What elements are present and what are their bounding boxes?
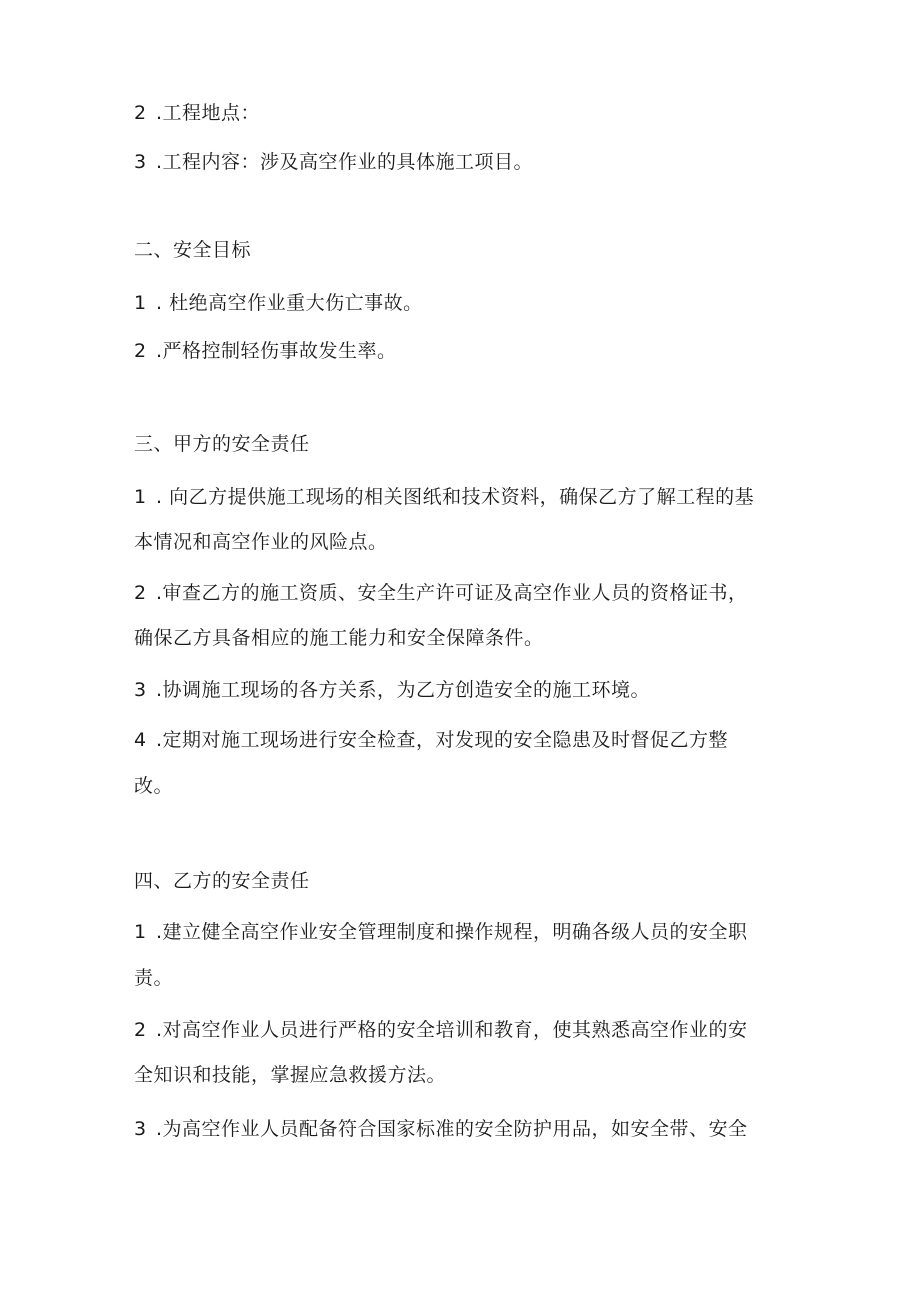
item-text: .严格控制轻伤事故发生率。 bbox=[156, 340, 397, 362]
item-number: 3 bbox=[134, 679, 147, 701]
item-number: 2 bbox=[134, 1019, 147, 1041]
item-text: .协调施工现场的各方关系，为乙方创造安全的施工环境。 bbox=[156, 679, 651, 701]
item-text: .工程地点： bbox=[156, 102, 261, 124]
item-number: 2 bbox=[134, 102, 147, 124]
item-number: 2 bbox=[134, 582, 147, 604]
section-heading: 二、安全目标 bbox=[134, 239, 252, 261]
item-number: 1 bbox=[134, 486, 147, 508]
list-item bbox=[134, 149, 533, 175]
list-item bbox=[134, 580, 748, 606]
list-item bbox=[134, 338, 397, 364]
item-text: .审查乙方的施工资质、安全生产许可证及高空作业人员的资格证书， bbox=[156, 582, 748, 604]
item-text: .定期对施工现场进行安全检查，对发现的安全隐患及时督促乙方整 bbox=[156, 729, 729, 751]
list-item bbox=[134, 727, 728, 753]
list-item bbox=[134, 919, 748, 945]
list-item bbox=[134, 677, 650, 703]
list-item-continuation: 全知识和技能，掌握应急救援方法。 bbox=[134, 1064, 447, 1086]
list-item-continuation: 责。 bbox=[134, 967, 174, 989]
item-number: 2 bbox=[134, 340, 147, 362]
list-item bbox=[134, 290, 423, 316]
list-item bbox=[134, 1017, 748, 1043]
item-text: . 向乙方提供施工现场的相关图纸和技术资料，确保乙方了解工程的基 bbox=[156, 486, 755, 508]
list-item-continuation: 本情况和高空作业的风险点。 bbox=[134, 531, 388, 553]
item-text: .工程内容：涉及高空作业的具体施工项目。 bbox=[156, 151, 534, 173]
section-heading: 四、乙方的安全责任 bbox=[134, 870, 310, 892]
list-item bbox=[134, 100, 260, 126]
list-item-continuation: 确保乙方具备相应的施工能力和安全保障条件。 bbox=[134, 627, 544, 649]
item-number: 4 bbox=[134, 729, 147, 751]
list-item bbox=[134, 484, 754, 510]
list-item-continuation: 改。 bbox=[134, 775, 174, 797]
item-number: 1 bbox=[134, 921, 147, 943]
item-number: 3 bbox=[134, 1118, 147, 1140]
item-text: . 杜绝高空作业重大伤亡事故。 bbox=[156, 292, 423, 314]
section-heading: 三、甲方的安全责任 bbox=[134, 433, 310, 455]
list-item bbox=[134, 1116, 748, 1142]
item-text: .建立健全高空作业安全管理制度和操作规程，明确各级人员的安全职 bbox=[156, 921, 748, 943]
item-number: 3 bbox=[134, 151, 147, 173]
item-text: .对高空作业人员进行严格的安全培训和教育，使其熟悉高空作业的安 bbox=[156, 1019, 748, 1041]
item-text: .为高空作业人员配备符合国家标准的安全防护用品，如安全带、安全 bbox=[156, 1118, 748, 1140]
item-number: 1 bbox=[134, 292, 147, 314]
